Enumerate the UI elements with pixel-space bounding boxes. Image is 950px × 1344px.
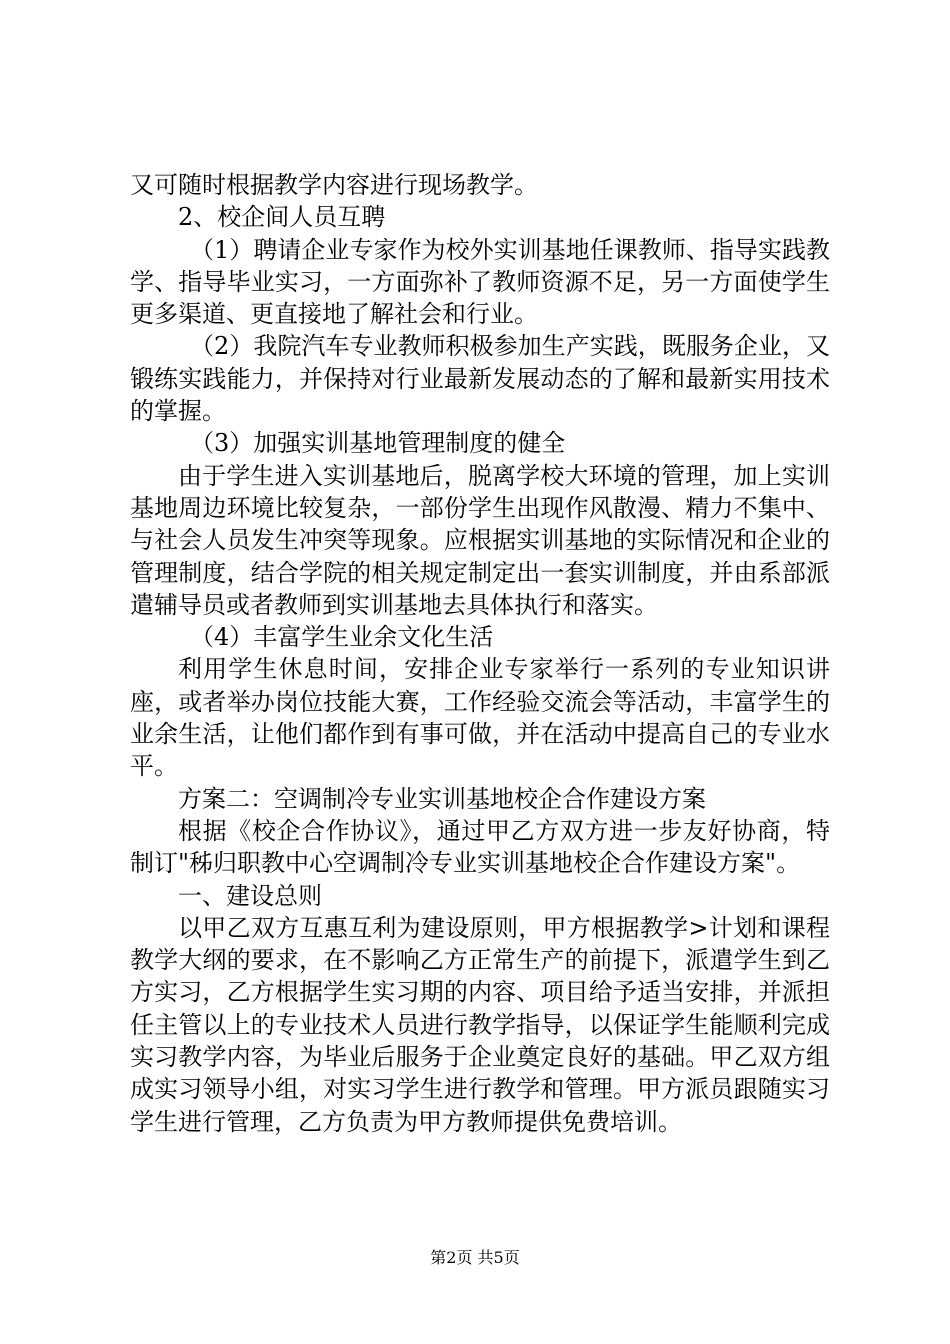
paragraph-item-3-body: 由于学生进入实训基地后，脱离学校大环境的管理，加上实训基地周边环境比较复杂，一部份学生出现作风散漫、精力不集中、与社会人员发生冲突等现象。应根据实训基地的实际情况和企业的管理制度，结合学院的相关规定制定出一套实训制度，并由系部派遣辅导员或者教师到实训基地去具体执行和落实。: [130, 461, 830, 619]
heading-plan-2: 方案二：空调制冷专业实训基地校企合作建设方案: [178, 784, 706, 813]
heading-item-4: （4）丰富学生业余文化生活: [190, 623, 494, 652]
heading-section-1: 一、建设总则: [178, 881, 322, 910]
paragraph-item-1: （1）聘请企业专家作为校外实训基地任课教师、指导实践教学、指导毕业实习，一方面弥补了教师资源不足，另一方面使学生更多渠道、更直接地了解社会和行业。: [130, 235, 830, 329]
paragraph-continuation: 又可随时根据教学内容进行现场教学。: [130, 171, 538, 199]
document-body: [130, 169, 830, 1138]
paragraph-item-4-body: 利用学生休息时间，安排企业专家举行一系列的专业知识讲座，或者举办岗位技能大赛，工作经验交流会等活动，丰富学生的业余生活，让他们都作到有事可做，并在活动中提高自己的专业水平。: [130, 655, 830, 781]
paragraph-plan-2-intro: 根据《校企合作协议》，通过甲乙方双方进一步友好协商，特制订"秭归职教中心空调制冷专业实训基地校企合作建设方案"。: [130, 816, 830, 878]
paragraph-item-2: （2）我院汽车专业教师积极参加生产实践，既服务企业，又锻练实践能力，并保持对行业最新发展动态的了解和最新实用技术的掌握。: [130, 332, 830, 426]
paragraph-section-1-body: 以甲乙双方互惠互利为建设原则，甲方根据教学>计划和课程教学大纲的要求，在不影响乙方正常生产的前提下，派遣学生到乙方实习，乙方根据学生实习期的内容、项目给予适当安排，并派担任主管以上的专业技术人员进行教学指导，以保证学生能顺利完成实习教学内容，为毕业后服务于企业奠定良好的基础。甲乙双方组成实习领导小组，对实习学生进行教学和管理。甲方派员跟随实习学生进行管理，乙方负责为甲方教师提供免费培训。: [130, 913, 830, 1136]
heading-item-3: （3）加强实训基地管理制度的健全: [190, 429, 566, 458]
heading-staff-exchange: 2、校企间人员互聘: [178, 203, 386, 232]
page-number-footer: 第2页 共5页: [430, 1248, 520, 1267]
